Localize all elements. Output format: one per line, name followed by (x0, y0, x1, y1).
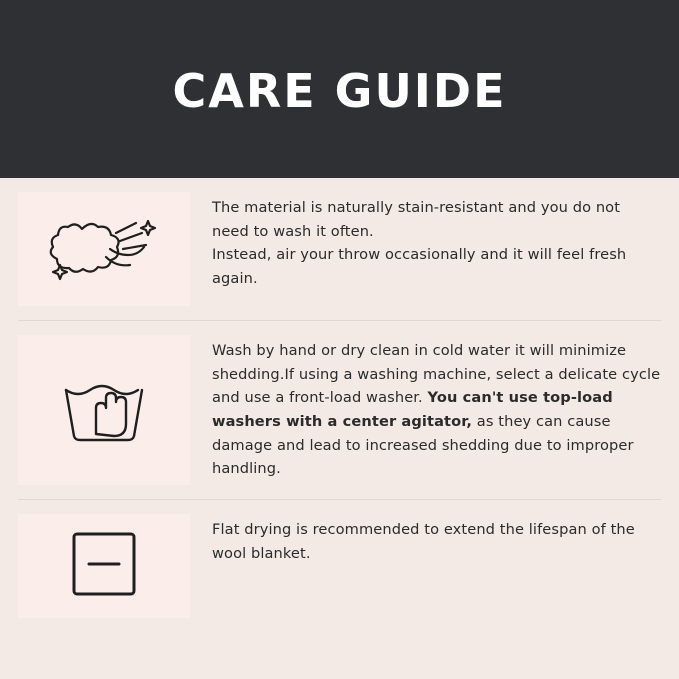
care-text (212, 192, 661, 291)
care-text-part1: Wash by hand or dry clean in cold water it will minimize shedding.If using a washing machine, select a delicate cycle and use a front-load washer. (212, 342, 661, 407)
list-item (18, 321, 661, 500)
care-text-part2: as they can cause damage and lead to increased shedding due to improper handling. (212, 412, 634, 478)
care-text-line2: Instead, air your throw occasionally and it will feel fresh again. (212, 246, 627, 287)
care-instructions-list (0, 178, 679, 632)
icon-tile (18, 192, 190, 306)
flat-dry-icon (69, 529, 139, 603)
hand-wash-icon (58, 368, 150, 452)
list-item (18, 500, 661, 632)
no-stain-wool-icon (44, 209, 164, 289)
list-item (18, 178, 661, 321)
page-title: CARE GUIDE (172, 64, 507, 118)
care-text-line1: Flat drying is recommended to extend the lifespan of the wool blanket. (212, 521, 635, 562)
care-text (212, 514, 661, 565)
icon-tile (18, 514, 190, 618)
care-text-bold: You can't use top-load washers with a center agitator, (212, 389, 613, 430)
icon-tile (18, 335, 190, 485)
care-text-line1: The material is naturally stain-resistant and you do not need to wash it often. (212, 199, 621, 240)
care-text (212, 335, 661, 481)
header-banner (0, 0, 679, 178)
